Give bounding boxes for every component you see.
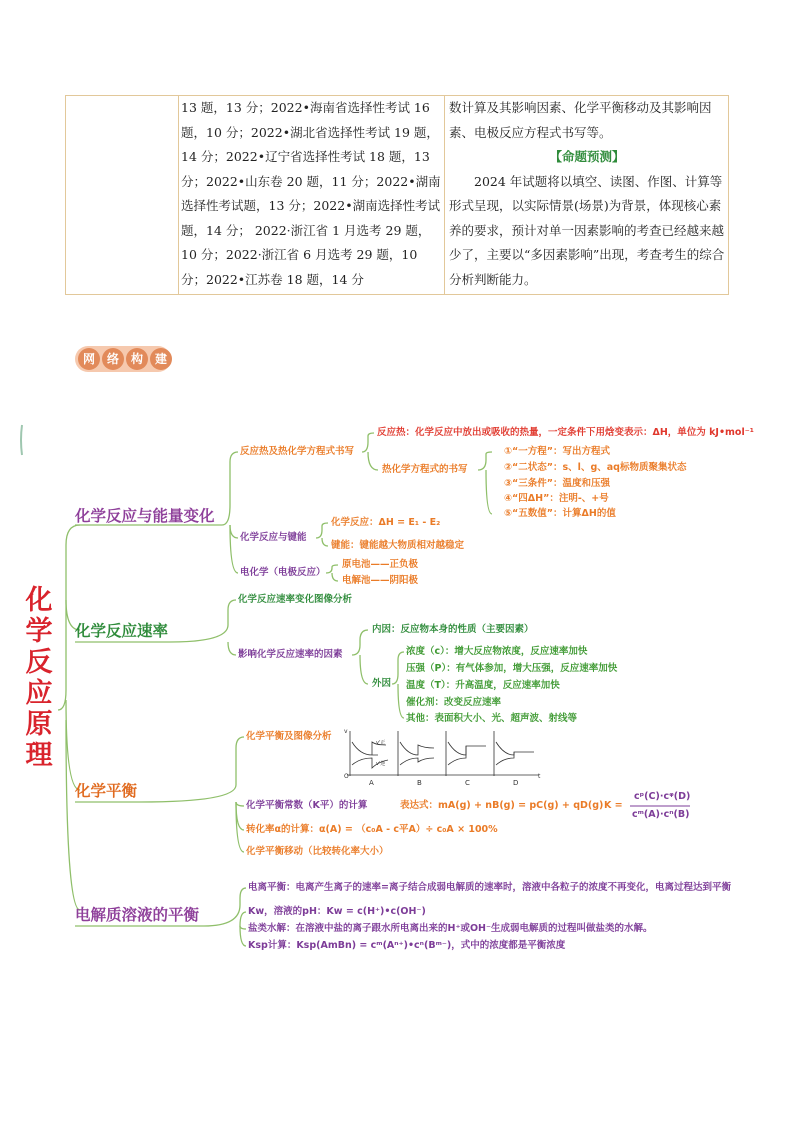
node-salt-hydrolysis: 盐类水解：在溶液中盐的离子跟水所电离出来的H⁺或OH⁻生成弱电解质的过程叫做盐类的水解。 <box>248 923 653 934</box>
factor-pressure: 压强（P）：有气体参加，增大压强，反应速率加快 <box>406 663 618 674</box>
prediction-intro: 数计算及其影响因素、化学平衡移动及其影响因素、电极反应方程式书写等。 <box>449 100 712 140</box>
node-ionization-equilibrium: 电离平衡：电离产生离子的速率=离子结合成弱电解质的速率时，溶液中各粒子的浓度不再变化，电离过程达到平衡 <box>248 882 731 893</box>
graph-label-a: A <box>369 779 374 787</box>
k-denominator: cᵐ(A)·cⁿ(B) <box>632 809 690 820</box>
branch-equilibrium: 化学平衡 <box>75 782 138 800</box>
k-equals: K = <box>604 800 623 811</box>
factor-other: 其他：表面积大小、光、超声波、射线等 <box>406 713 578 724</box>
graph-label-b: B <box>417 779 422 787</box>
badge-char: 络 <box>102 348 124 370</box>
node-equilibrium-graph: 化学平衡及图像分析 <box>246 731 332 742</box>
node-external-factor: 外因 <box>372 678 392 689</box>
branch-electrolyte: 电解质溶液的平衡 <box>75 906 200 924</box>
thermo-item-3: ③“三条件”：温度和压强 <box>504 478 611 489</box>
node-rate-factors: 影响化学反应速率的因素 <box>238 649 343 660</box>
node-reaction-heat: 反应热：化学反应中放出或吸收的热量，一定条件下用焓变表示：ΔH，单位为 kJ•mol⁻¹ <box>377 427 754 438</box>
node-internal-factor: 内因：反应物本身的性质（主要因素） <box>372 624 534 635</box>
thermo-item-4: ④“四ΔH”：注明-、+号 <box>504 493 609 504</box>
factor-concentration: 浓度（c）：增大反应物浓度，反应速率加快 <box>406 646 588 657</box>
node-kw-ph: Kw，溶液的pH：Kw = c(H⁺)•c(OH⁻) <box>248 906 426 917</box>
equilibrium-expression: 表达式：mA(g) + nB(g) = pC(g) + qD(g) <box>400 800 604 811</box>
thermo-item-5: ⑤“五数值”：计算ΔH的值 <box>504 508 616 519</box>
graph-label-c: C <box>465 779 470 787</box>
node-reaction-bond-energy: 化学反应与键能 <box>240 532 307 543</box>
graph-label-d: D <box>513 779 519 787</box>
branch-energy: 化学反应与能量变化 <box>75 507 215 525</box>
badge-char: 建 <box>150 348 172 370</box>
node-conversion-rate: 转化率α的计算：α(A) = （c₀A - c平A）÷ c₀A × 100% <box>246 824 498 835</box>
thermo-item-1: ①“一方程”：写出方程式 <box>504 446 611 457</box>
graph-origin: O <box>344 773 349 780</box>
factor-temperature: 温度（T）：升高温度，反应速率加快 <box>406 680 560 691</box>
graph-vz: v'正 <box>376 740 386 746</box>
graph-axis-t: t <box>538 773 541 780</box>
main-title: 化学反应原理 <box>25 585 53 771</box>
node-thermo-equation-writing: 热化学方程式的书写 <box>382 464 468 475</box>
exam-list-text: 13 题，13 分；2022•海南省选择性考试 16 题，10 分；2022•湖北省选择性考试 19 题，14 分；2022•辽宁省选择性考试 18 题，13 分；2022•山东卷 20 题，11 分；2022•湖南选择性考试题，13 分；2022•湖南选择性考试题，14 分； 2022·浙江省 1 月选考 29 题，10 分；2022·浙江省 6 月选考 29 题，10 分；2022•江苏卷 18 题，14 分 <box>181 100 441 287</box>
node-electrochemistry: 电化学（电极反应） <box>240 567 326 578</box>
graph-vn: v'逆 <box>376 761 386 767</box>
graph-axis-v: v <box>344 728 348 735</box>
factor-catalyst: 催化剂：改变反应速率 <box>406 697 502 708</box>
node-reaction-heat-equation: 反应热及热化学方程式书写 <box>240 446 355 457</box>
badge-char: 网 <box>78 348 100 370</box>
badge-char: 构 <box>126 348 148 370</box>
node-electrolytic-cell: 电解池——阴阳极 <box>342 575 419 586</box>
node-rate-graph-analysis: 化学反应速率变化图像分析 <box>238 594 353 605</box>
node-reaction-delta-h: 化学反应：ΔH = E₁ - E₂ <box>331 517 441 528</box>
thermo-item-2: ②“二状态”：s、l、g、aq标物质聚集状态 <box>504 462 687 473</box>
k-numerator: cᵖ(C)·cᵠ(D) <box>634 791 691 802</box>
node-galvanic-cell: 原电池——正负极 <box>342 559 419 570</box>
node-ksp: Ksp计算：Ksp(AmBn) = cᵐ(Aⁿ⁺)•cⁿ(Bᵐ⁻)，式中的浓度都是平衡浓度 <box>248 940 566 951</box>
node-equilibrium-constant: 化学平衡常数（K平）的计算 <box>246 800 368 811</box>
node-equilibrium-shift: 化学平衡移动（比较转化率大小） <box>246 846 389 857</box>
prediction-title: 【命题预测】 <box>549 149 625 164</box>
node-bond-energy: 键能：键能越大物质相对越稳定 <box>331 540 465 551</box>
branch-rate: 化学反应速率 <box>75 622 169 640</box>
prediction-body: 2024 年试题将以填空、读图、作图、计算等形式呈现，以实际情景(场景)为背景，体现核心素养的要求，预计对单一因素影响的考查已经越来越少了，主要以“多因素影响”出现，考查考生的综合分析判断能力。 <box>449 173 725 287</box>
